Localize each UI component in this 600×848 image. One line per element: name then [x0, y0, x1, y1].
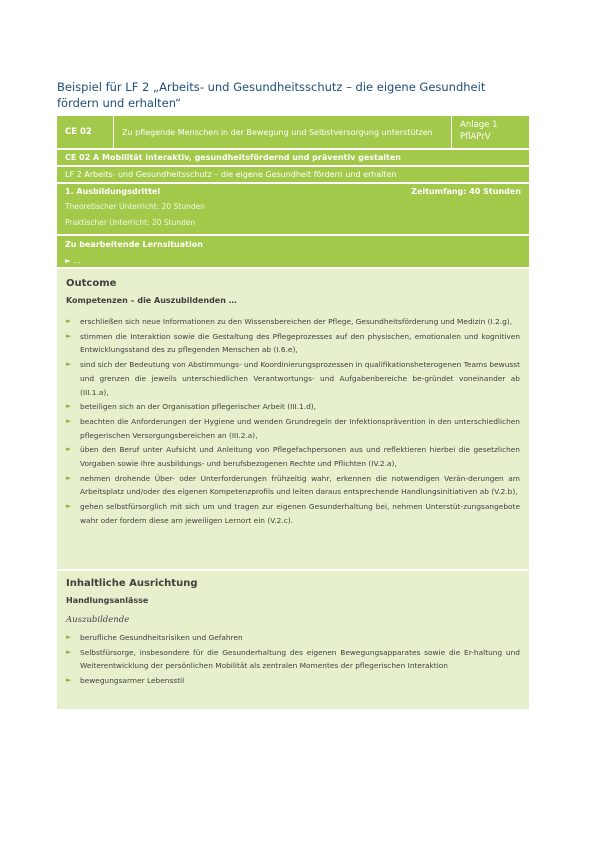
- anlage-label: Anlage 1: [460, 120, 498, 130]
- list-item: ► erschließen sich neue Informationen zu den Wissensbereichen der Pflege, Gesundheitsförderung und Medizin (I.2.g),: [66, 315, 520, 329]
- list-item: ► gehen selbstfürsorglich mit sich um und tragen zur eigenen Gesunderhaltung bei, nehmen Unterstüt-zungsangebote wahr oder fordern diese am jeweiligen Lernort ein (V.2.c).: [66, 502, 520, 525]
- regulation-label: PflAPrV: [460, 132, 491, 142]
- arrow-bullet-icon: ►: [66, 360, 72, 369]
- arrow-bullet-icon: ►: [66, 502, 72, 511]
- outcome-section: [57, 269, 529, 571]
- training-scope: Zeitumfang: 40 Stunden: [411, 187, 521, 196]
- handlungsanlaesse-list: [66, 631, 520, 688]
- list-item: ► beteiligen sich an der Organisation pflegerischer Arbeit (III.1.d),: [66, 400, 520, 414]
- arrow-bullet-icon: ►: [66, 331, 72, 340]
- arrow-bullet-icon: ►: [66, 445, 72, 454]
- content-title: Inhaltliche Ausrichtung: [66, 578, 198, 589]
- document-heading: Beispiel für LF 2 „Arbeits- und Gesundheitsschutz – die eigene Gesundheit fördern und erhalten“: [57, 80, 486, 110]
- list-item: ► bewegungsarmer Lebensstil: [66, 674, 520, 688]
- arrow-bullet-icon: ►: [66, 416, 72, 425]
- outcome-subtitle: Kompetenzen – die Auszubildenden …: [66, 296, 237, 305]
- theory-hours: Theoretischer Unterricht: 20 Stunden: [65, 202, 205, 211]
- content-subtitle: Handlungsanlässe: [66, 596, 149, 605]
- arrow-bullet-icon: ►: [66, 647, 72, 656]
- curriculum-table: [57, 116, 529, 709]
- lernsituation-value: ► …: [65, 256, 81, 265]
- list-item: ► beachten die Anforderungen der Hygiene und wenden Grundregeln der Infektionsprävention in den unterschiedlichen pflegerischen Versorgungsbereichen an (III.2.a),: [66, 416, 520, 440]
- arrow-bullet-icon: ►: [66, 473, 72, 482]
- ce-code: CE 02: [57, 116, 114, 148]
- list-item: ► stimmen die Interaktion sowie die Gestaltung des Pflegeprozesses auf den physischen, emotionalen und kognitiven Entwicklungsstand des zu pflegenden Menschen ab (I.6.e),: [66, 331, 520, 355]
- competence-list: [66, 315, 520, 528]
- practice-hours: Praktischer Unterricht: 20 Stunden: [65, 218, 196, 227]
- arrow-bullet-icon: ►: [66, 402, 72, 411]
- list-item: ► üben den Beruf unter Aufsicht und Anleitung von Pflegefachpersonen aus und reflektieren hierbei die gesetzlichen Vorgaben sowie ihre ausbildungs- und berufsbezogenen Rechte und Pflichten (IV.2.a),: [66, 445, 520, 469]
- arrow-bullet-icon: ►: [66, 633, 72, 641]
- arrow-bullet-icon: ►: [66, 676, 72, 685]
- training-row: [57, 184, 529, 236]
- ce-title: Zu pflegende Menschen in der Bewegung und Selbstversorgung unterstützen: [114, 116, 452, 148]
- list-item: ► Selbstfürsorge, insbesondere für die Gesunderhaltung des eigenen Bewegungsapparates sowie die Er-haltung und Weiterentwicklung der persönlichen Mobilität als zentralen Momentes der pflegerischen Interaktion: [66, 647, 520, 671]
- table-header-row: [57, 116, 529, 150]
- list-item: ► nehmen drohende Über- oder Unterforderungen frühzeitig wahr, erkennen die notwendigen Verän-derungen am Arbeitsplatz und/oder des eigenen Kompetenzprofils und leiten daraus entsprechende Handlungsinitiativen ab (V.2.b),: [66, 473, 520, 497]
- list-item: ► sind sich der Bedeutung von Abstimmungs- und Koordinierungsprozessen in qualifikationsheterogenen Teams bewusst und grenzen die jeweils unterschiedlichen Verantwortungs- und Aufgabenbereiche be-gründet voneinander ab (III.1.a),: [66, 360, 520, 397]
- lernsituation-row: [57, 236, 529, 269]
- content-section: [57, 571, 529, 709]
- training-third: 1. Ausbildungsdrittel: [65, 187, 161, 196]
- arrow-bullet-icon: ►: [66, 317, 72, 325]
- content-group: Auszubildende: [66, 615, 130, 625]
- lernsituation-title: Zu bearbeitende Lernsituation: [65, 240, 203, 249]
- ce-a-row: CE 02 A Mobilität interaktiv, gesundheitsfördernd und präventiv gestalten: [57, 150, 529, 167]
- lf-row: LF 2 Arbeits- und Gesundheitsschutz – die eigene Gesundheit fördern und erhalten: [57, 167, 529, 184]
- list-item: ► berufliche Gesundheitsrisiken und Gefahren: [66, 631, 520, 645]
- outcome-title: Outcome: [66, 278, 117, 289]
- anlage-cell: [452, 116, 529, 148]
